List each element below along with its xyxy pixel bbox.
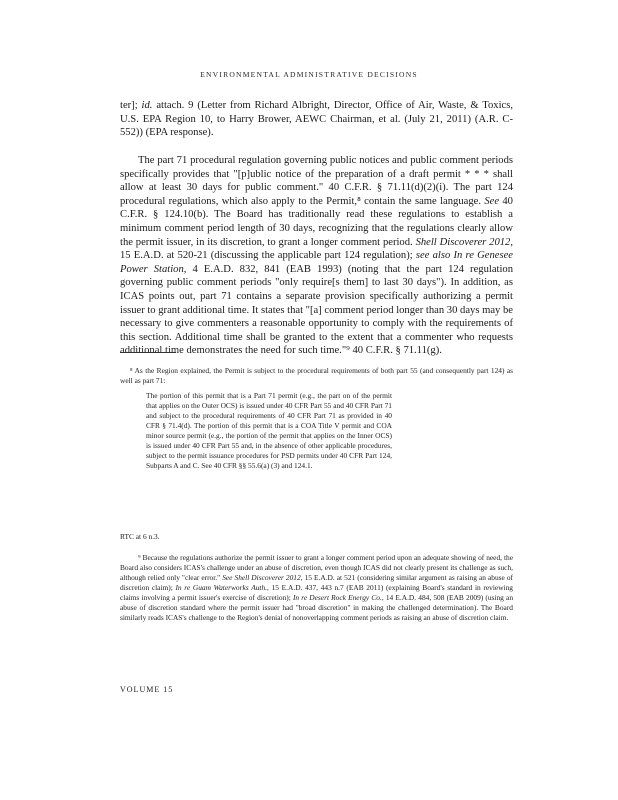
footnote-8: ⁸ As the Region explained, the Permit is subject to the procedural requirements of both part 55 (and consequently part 124) as well as part 71: (120, 366, 513, 385)
footnote-9-case-desert-rock: In re Desert Rock Energy Co. (292, 593, 382, 602)
footnote-9-text-d: , 14 E.A.D. 484, 508 (EAB 2009) (using an abuse of discretion standard where the permit issuer had "broad discretion" in making the challenged determination). The Board similarly reads ICAS's challenge to the Region's denial of nonoverlapping comment periods as raising an abuse of discretion claim. (120, 593, 514, 622)
footnote-8-block-quote: The portion of this permit that is a Part 71 permit (e.g., the part on of the permit that applies on the Outer OCS) is issued under 40 CFR Part 55 and 40 CFR Part 71 and subject to the procedural requirements of 40 CFR Part 71 as provided in 40 CFR § 71.4(d). The portion of this permit that is a COA Title V permit and COA minor source permit (e.g., the portion of the permit that applies on the Inner OCS) is issued under 40 CFR Part 55 and, in the absence of other applicable procedures, subject to the permit issuance procedures for PSD permits under 40 CFR Part 124, Subparts A and C. See 40 CFR §§ 55.6(a) (3) and 124.1. (146, 391, 392, 470)
footnote-9-text-c: , 15 E.A.D. 437, 443 n.7 (EAB 2011) (explaining Board's standard in reviewing claims involving a permit issuer's exercise of discretion); (120, 583, 513, 602)
paragraph-2-text-c: , 15 E.A.D. at 520-21 (discussing the applicable part 124 regulation); (120, 236, 514, 262)
volume-footer: VOLUME 15 (120, 685, 174, 694)
case-citation-genesee: see also In re Genesee Power Station (120, 250, 513, 275)
footnote-9-text-a: ⁹ Because the regulations authorize the permit issuer to grant a longer comment period upon an adequate showing of need, the Board also considers ICAS's challenge under an abuse of discretion, even though ICAS did not clearly present its challenge as such, although relied only "clear error." (120, 553, 513, 582)
see-signal: See (484, 195, 500, 207)
paragraph-2-text-b: 40 C.F.R. § 124.10(b). The Board has traditionally read these regulations to establish a minimum comment period length of 30 days, recognizing that the regulations clearly allow the permit issuer, in its discretion, to grant a longer comment period. (120, 195, 513, 248)
running-header: ENVIRONMENTAL ADMINISTRATIVE DECISIONS (200, 70, 418, 79)
case-citation-shell: Shell Discoverer 2012 (415, 236, 511, 248)
footnote-8-citation: RTC at 6 n.3. (120, 532, 160, 541)
footnote-9-case-guam: In re Guam Waterworks Auth. (175, 583, 268, 592)
footnote-9-text-b: , 15 E.A.D. at 521 (considering similar argument as raising an abuse of discretion claim); (120, 573, 513, 592)
id-citation: id. (141, 100, 153, 111)
body-paragraph-1 (120, 99, 513, 140)
paragraph-2-text-a: The part 71 procedural regulation governing public notices and public comment periods specifically provides that "[p]ublic notice of the preparation of a draft permit * * * shall allow at least 30 days for public comment." 40 C.F.R. § 71.11(d)(2)(i). The part 124 procedural regulations, which also apply to the Permit,⁸ contain the same language. (120, 155, 513, 207)
body-paragraph-2 (120, 154, 513, 358)
footnote-separator (120, 352, 176, 353)
footnote-9-case-shell: See Shell Discoverer 2012 (222, 573, 301, 582)
footnote-9 (120, 553, 513, 623)
paragraph-1-text-b: attach. 9 (Letter from Richard Albright, Director, Office of Air, Waste, & Toxics, U.S. EPA Region 10, to Harry Brower, AEWC Chairman, et al. (July 21, 2011) (A.R. C-552)) (EPA response). (120, 100, 514, 139)
paragraph-2-text-d: , 4 E.A.D. 832, 841 (EAB 1993) (noting that the part 124 regulation governing public comment periods "only require[s them] to last 30 days"). In addition, as ICAS points out, part 71 contains a separate provision specifically authorizing a permit issuer to grant additional time. It states that "[a] comment period longer than 30 days may be necessary to give commenters a reasonable opportunity to comply with the requirements of this section. Additional time shall be granted to the extent that a commenter who requests additional time demonstrates the need for such time."⁹ 40 C.F.R. § 71.11(g). (120, 263, 514, 357)
paragraph-1-text-a: ter]; (120, 100, 142, 111)
